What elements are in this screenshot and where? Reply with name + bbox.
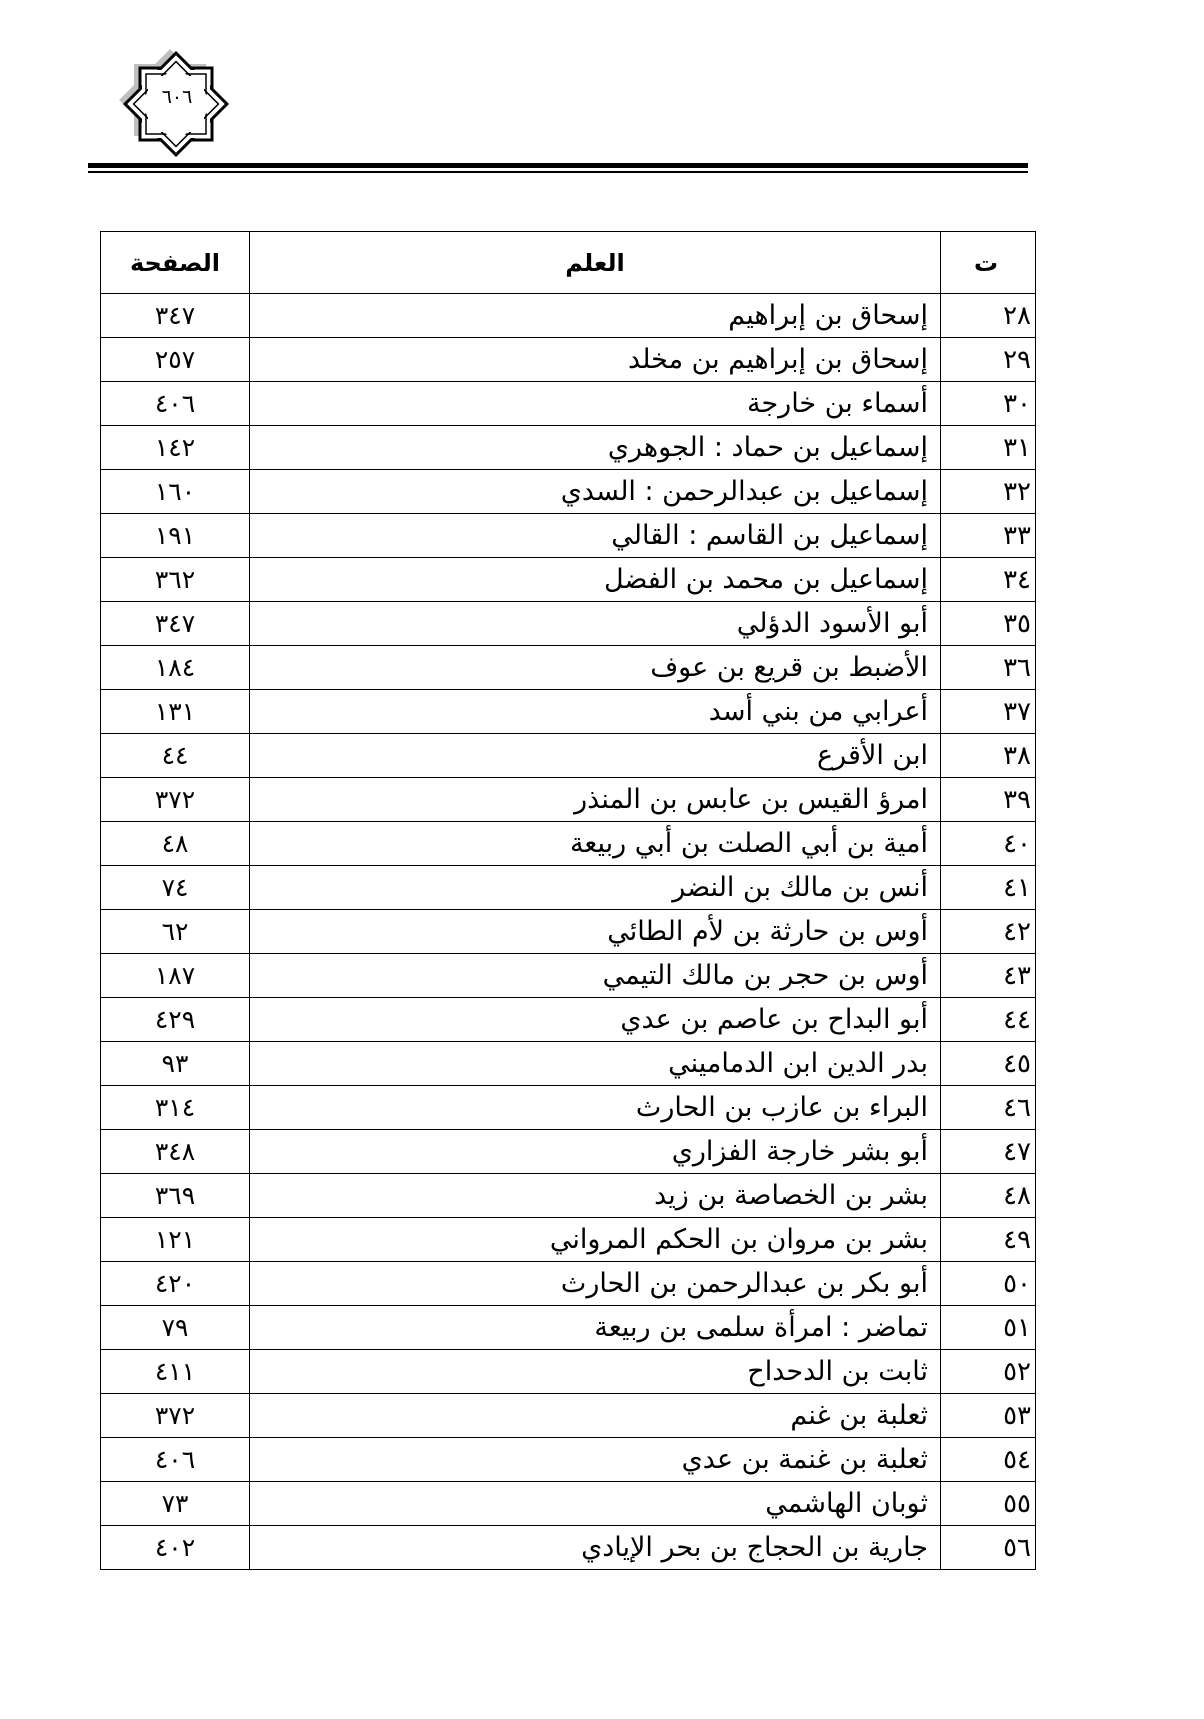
page-number-badge [108,42,238,164]
table-row [101,1306,1036,1350]
row-number: ٣٣ [941,514,1036,558]
table-row [101,734,1036,778]
row-page: ١٨٧ [101,954,250,998]
row-name: البراء بن عازب بن الحارث [250,1086,941,1130]
table-body [101,294,1036,1570]
row-name: ثابت بن الدحداح [250,1350,941,1394]
row-name: إسماعيل بن عبدالرحمن : السدي [250,470,941,514]
row-name: بدر الدين ابن الدماميني [250,1042,941,1086]
row-page: ٧٣ [101,1482,250,1526]
row-name: بشر بن الخصاصة بن زيد [250,1174,941,1218]
table-row [101,1218,1036,1262]
row-name: أبو الأسود الدؤلي [250,602,941,646]
row-page: ٦٢ [101,910,250,954]
header-number: ت [941,232,1036,294]
row-number: ٤٠ [941,822,1036,866]
row-name: إسماعيل بن حماد : الجوهري [250,426,941,470]
table-row [101,470,1036,514]
row-page: ٣٦٩ [101,1174,250,1218]
row-name: ابن الأقرع [250,734,941,778]
row-name: أوس بن حارثة بن لأم الطائي [250,910,941,954]
row-page: ٩٣ [101,1042,250,1086]
table-row [101,954,1036,998]
row-page: ٤٠٢ [101,1526,250,1570]
table-row [101,1174,1036,1218]
row-page: ٧٩ [101,1306,250,1350]
row-name: أبو البداح بن عاصم بن عدي [250,998,941,1042]
row-name: إسماعيل بن محمد بن الفضل [250,558,941,602]
row-number: ٣١ [941,426,1036,470]
row-name: إسحاق بن إبراهيم [250,294,941,338]
row-page: ١٢١ [101,1218,250,1262]
row-number: ٣٦ [941,646,1036,690]
table-row [101,1262,1036,1306]
row-name: أعرابي من بني أسد [250,690,941,734]
row-name: أبو بشر خارجة الفزاري [250,1130,941,1174]
row-name: امرؤ القيس بن عابس بن المنذر [250,778,941,822]
table-row [101,1482,1036,1526]
row-page: ٤٢٩ [101,998,250,1042]
row-number: ٤٩ [941,1218,1036,1262]
row-number: ٤٦ [941,1086,1036,1130]
row-page: ٤٢٠ [101,1262,250,1306]
row-page: ٤٤ [101,734,250,778]
row-number: ٣٩ [941,778,1036,822]
row-number: ٣٥ [941,602,1036,646]
table-row [101,1394,1036,1438]
header-name: العلم [250,232,941,294]
table-row [101,646,1036,690]
row-page: ٣٦٢ [101,558,250,602]
row-page: ١٣١ [101,690,250,734]
row-name: الأضبط بن قريع بن عوف [250,646,941,690]
row-name: ثوبان الهاشمي [250,1482,941,1526]
row-number: ٢٨ [941,294,1036,338]
row-name: ثعلبة بن غنمة بن عدي [250,1438,941,1482]
row-number: ٤٥ [941,1042,1036,1086]
row-page: ٣٤٨ [101,1130,250,1174]
row-page: ٣١٤ [101,1086,250,1130]
row-name: أوس بن حجر بن مالك التيمي [250,954,941,998]
row-page: ٣٧٢ [101,778,250,822]
row-number: ٥٣ [941,1394,1036,1438]
row-number: ٤٧ [941,1130,1036,1174]
row-number: ٤١ [941,866,1036,910]
table-row [101,1350,1036,1394]
row-number: ٥٥ [941,1482,1036,1526]
row-number: ٣٢ [941,470,1036,514]
table-row [101,1086,1036,1130]
table-header-row [101,232,1036,294]
row-name: أبو بكر بن عبدالرحمن بن الحارث [250,1262,941,1306]
row-number: ٣٠ [941,382,1036,426]
row-page: ١٤٢ [101,426,250,470]
header-rule-thin [88,171,1028,173]
table-row [101,338,1036,382]
table-row [101,514,1036,558]
table-row [101,778,1036,822]
row-page: ٤٠٦ [101,1438,250,1482]
table-row [101,558,1036,602]
row-number: ٥٤ [941,1438,1036,1482]
row-name: جارية بن الحجاج بن بحر الإيادي [250,1526,941,1570]
row-name: بشر بن مروان بن الحكم المرواني [250,1218,941,1262]
index-table [100,231,1036,1570]
row-page: ١٩١ [101,514,250,558]
row-page: ٣٧٢ [101,1394,250,1438]
header-rule-thick [88,163,1028,168]
table-row [101,382,1036,426]
row-page: ١٨٤ [101,646,250,690]
row-number: ٥٠ [941,1262,1036,1306]
row-name: إسماعيل بن القاسم : القالي [250,514,941,558]
row-number: ٣٨ [941,734,1036,778]
table-row [101,822,1036,866]
table-row [101,426,1036,470]
row-page: ٧٤ [101,866,250,910]
page-number: ٦٠٦ [161,86,193,108]
header-page: الصفحة [101,232,250,294]
row-page: ٤٨ [101,822,250,866]
row-page: ٤٠٦ [101,382,250,426]
row-number: ٢٩ [941,338,1036,382]
table-row [101,602,1036,646]
row-number: ٣٤ [941,558,1036,602]
row-page: ٤١١ [101,1350,250,1394]
row-number: ٥٦ [941,1526,1036,1570]
table-row [101,1438,1036,1482]
table-row [101,866,1036,910]
row-number: ٤٢ [941,910,1036,954]
row-name: تماضر : امرأة سلمى بن ربيعة [250,1306,941,1350]
row-name: إسحاق بن إبراهيم بن مخلد [250,338,941,382]
row-number: ٥١ [941,1306,1036,1350]
table-row [101,1526,1036,1570]
row-number: ٥٢ [941,1350,1036,1394]
row-name: ثعلبة بن غنم [250,1394,941,1438]
row-number: ٤٤ [941,998,1036,1042]
row-name: أسماء بن خارجة [250,382,941,426]
table-row [101,1042,1036,1086]
row-number: ٤٨ [941,1174,1036,1218]
row-page: ٣٤٧ [101,294,250,338]
row-number: ٤٣ [941,954,1036,998]
row-page: ٢٥٧ [101,338,250,382]
table-row [101,294,1036,338]
row-number: ٣٧ [941,690,1036,734]
row-page: ١٦٠ [101,470,250,514]
row-name: أنس بن مالك بن النضر [250,866,941,910]
row-page: ٣٤٧ [101,602,250,646]
table-row [101,998,1036,1042]
table-row [101,690,1036,734]
table-row [101,910,1036,954]
row-name: أمية بن أبي الصلت بن أبي ربيعة [250,822,941,866]
table-row [101,1130,1036,1174]
